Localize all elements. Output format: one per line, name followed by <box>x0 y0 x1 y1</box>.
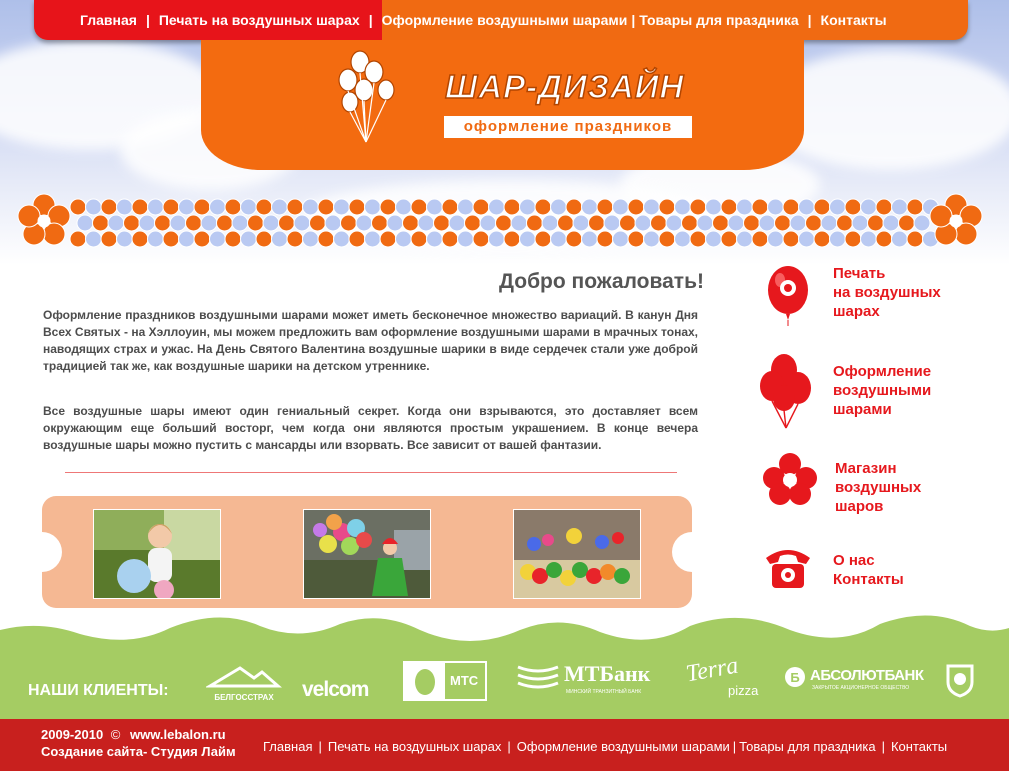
client-logo-mts[interactable]: МТС <box>403 661 487 701</box>
footer-copyright <box>41 726 236 760</box>
phone-icon[interactable] <box>764 544 812 590</box>
footer-nav-contacts[interactable]: Контакты <box>890 739 948 754</box>
client-emblem-icon[interactable] <box>942 662 978 698</box>
balloon-garland <box>0 185 1009 265</box>
content-divider <box>65 472 677 473</box>
nav-balloon-decoration[interactable]: Оформление воздушными шарами <box>381 12 628 28</box>
nav-home[interactable]: Главная <box>80 12 137 28</box>
copyright-icon: © <box>110 727 121 742</box>
site-link[interactable]: www.lebalon.ru <box>130 727 226 742</box>
clients-label: НАШИ КЛИЕНТЫ: <box>28 682 169 699</box>
photo-child-with-balloons[interactable] <box>93 509 221 599</box>
nav-party-goods[interactable]: Товары для праздника <box>639 12 799 28</box>
sidebar-item-printing[interactable]: Печать на воздушных шарах <box>833 265 941 320</box>
balloon-bunch-icon[interactable] <box>758 352 816 430</box>
footer-nav-home[interactable]: Главная <box>263 739 313 754</box>
welcome-heading: Добро пожаловать! <box>499 270 704 293</box>
clients-band <box>0 600 1009 720</box>
logo-title: ШАР-ДИЗАЙН <box>445 68 685 105</box>
client-logo-terra-pizza[interactable]: Terra pizza <box>684 652 759 698</box>
footer-nav-balloon-decoration[interactable]: Оформление воздушными шарами <box>516 739 730 754</box>
intro-paragraph: Оформление праздников воздушными шарами может иметь бесконечное множество вариаций. В канун Дня Всех Святых - на Хэллоуин, мы можем предложить вам оформление воздушными шарами в мрачных тонах, наводящих страх и ужас. На День Святого Валентина воздушные шарики в виде сердечек стали уже доброй традицией так же, как воздушные шарики на детском утреннике. <box>43 308 698 373</box>
client-logo-belgosstrakh[interactable]: БЕЛГОССТРАХ <box>206 664 282 700</box>
secret-paragraph: Все воздушные шары имеют один гениальный секрет. Когда они взрываются, это доставляет всем окружающим еще больший восторг, чем когда они являются простым украшением. В конце вечера воздушные шары можно пустить с мансарды или взорвать. Все зависит от вашей фантазии. <box>43 404 698 452</box>
logo-subtitle: оформление праздников <box>444 116 692 138</box>
client-logo-velcom[interactable]: velcom <box>302 678 369 701</box>
svg-text:Б: Б <box>790 670 800 685</box>
sidebar-item-decoration[interactable]: Оформление воздушными шарами <box>833 363 932 418</box>
footer-navigation: Главная | Печать на воздушных шарах | Оформление воздушными шарами | Товары для праздника | Контакты <box>263 739 948 754</box>
footer-nav-party-goods[interactable]: Товары для праздника <box>739 739 876 754</box>
nav-balloon-printing[interactable]: Печать на воздушных шарах <box>158 12 360 28</box>
photo-clown-with-balloons[interactable] <box>303 509 431 599</box>
printed-balloon-icon[interactable] <box>764 262 812 326</box>
footer-nav-balloon-printing[interactable]: Печать на воздушных шарах <box>327 739 502 754</box>
balloon-flower-icon[interactable] <box>762 452 818 506</box>
nav-contacts[interactable]: Контакты <box>820 12 887 28</box>
copyright-years: 2009-2010 <box>41 727 104 742</box>
sidebar-item-shop[interactable]: Магазин воздушных шаров <box>835 460 922 515</box>
client-logo-absolutbank[interactable]: Б АБСОЛЮТБАНК ЗАКРЫТОЕ АКЦИОНЕРНОЕ ОБЩЕСТВО <box>784 666 924 700</box>
photo-balloon-figures[interactable] <box>513 509 641 599</box>
site-credit[interactable]: Создание сайта- Студия Лайм <box>41 744 236 759</box>
balloons-logo-icon <box>336 48 398 144</box>
top-navigation: Главная | Печать на воздушных шарах | Оформление воздушными шарами | Товары для праздника | Контакты <box>34 0 968 40</box>
sidebar-item-about-contacts[interactable]: О нас Контакты <box>833 552 904 588</box>
client-logo-mtbank[interactable]: МТБанк МИНСКИЙ ТРАНЗИТНЫЙ БАНК <box>516 661 658 703</box>
